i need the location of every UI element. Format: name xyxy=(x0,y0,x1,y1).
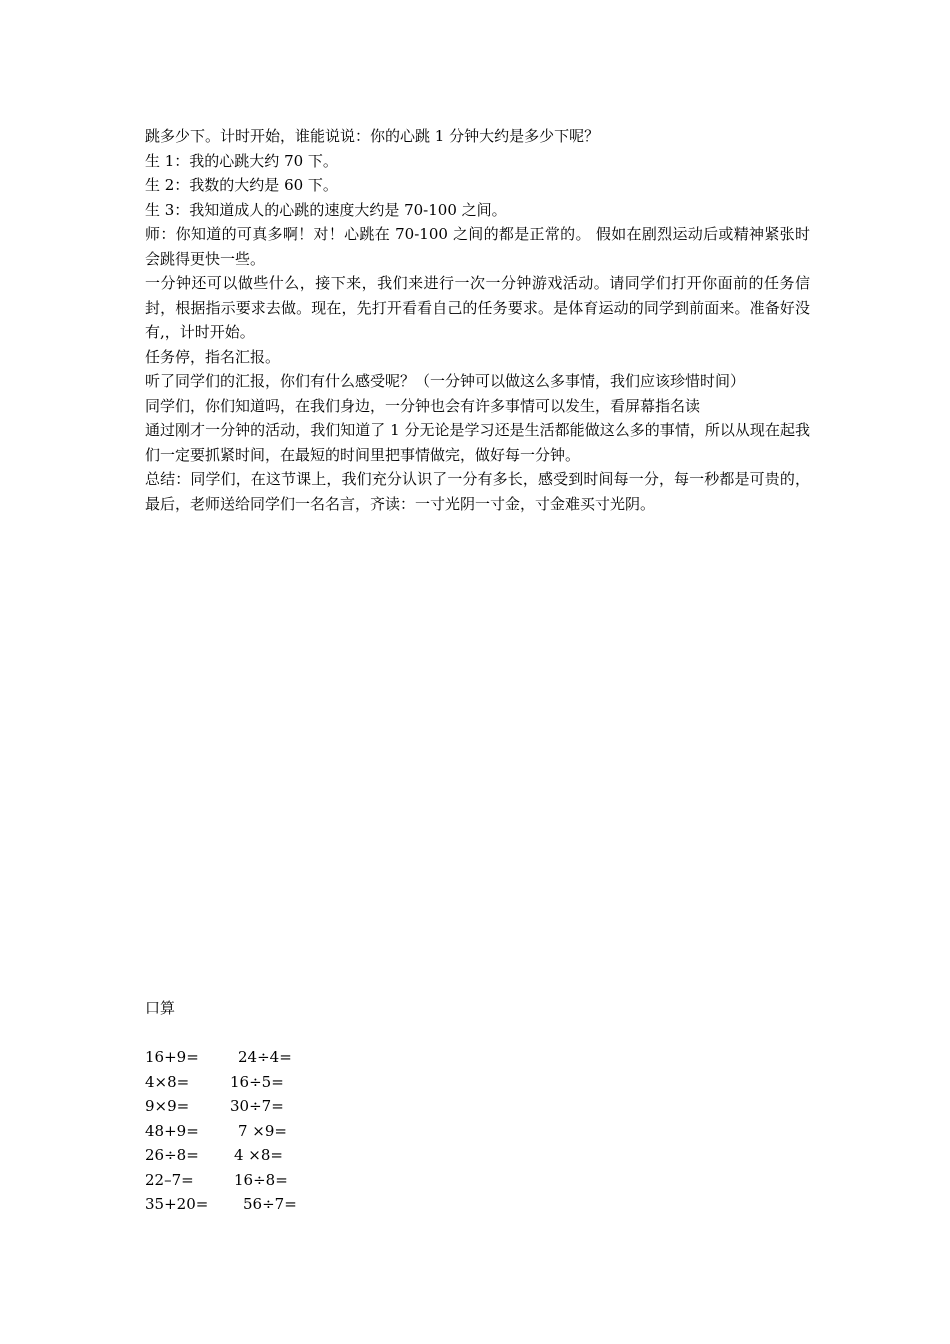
calc-left: 35+20= xyxy=(145,1195,209,1213)
calc-right: 4 ×8= xyxy=(234,1146,283,1164)
paragraph: 生 1：我的心跳大约 70 下。 xyxy=(145,151,338,170)
paragraph: 师：你知道的可真多啊！对！心跳在 70-100 之间的都是正常的。 假如在剧烈运动后或精神紧张时会跳得更快一些。 xyxy=(145,225,810,268)
paragraph: 同学们，你们知道吗，在我们身边，一分钟也会有许多事情可以发生，看屏幕指名读 xyxy=(145,396,701,415)
calc-left: 26÷8= xyxy=(145,1146,199,1164)
paragraph: 通过刚才一分钟的活动，我们知道了 1 分无论是学习还是生活都能做这么多的事情，所以从现在起我们一定要抓紧时间，在最短的时间里把事情做完，做好每一分钟。 xyxy=(145,421,810,464)
paragraph: 听了同学们的汇报，你们有什么感受呢？（一分钟可以做这么多事情，我们应该珍惜时间） xyxy=(145,372,746,390)
calc-row xyxy=(145,1168,288,1193)
calc-row xyxy=(145,1143,283,1168)
calc-left: 22–7= xyxy=(145,1170,194,1189)
calc-left: 48+9= xyxy=(145,1121,199,1140)
oral-arithmetic-list xyxy=(145,1045,297,1217)
paragraph: 总结：同学们，在这节课上，我们充分认识了一分有多长，感受到时间每一分，每一秒都是可贵的，最后，老师送给同学们一名名言，齐读：一寸光阴一寸金，寸金难买寸光阴。 xyxy=(145,470,810,513)
oral-arithmetic-heading: 口算 xyxy=(145,999,176,1017)
calc-right: 16÷5= xyxy=(230,1072,284,1091)
calc-left: 4×8= xyxy=(145,1072,190,1091)
paragraph: 跳多少下。计时开始，谁能说说：你的心跳 1 分钟大约是多少下呢？ xyxy=(145,127,600,145)
lesson-text xyxy=(145,124,810,516)
calc-right: 56÷7= xyxy=(243,1195,297,1213)
paragraph: 生 2：我数的大约是 60 下。 xyxy=(145,176,338,194)
paragraph: 任务停，指名汇报。 xyxy=(145,347,281,366)
calc-row xyxy=(145,1094,284,1119)
calc-left: 16+9= xyxy=(145,1048,199,1066)
calc-row xyxy=(145,1192,297,1217)
calc-right: 7 ×9= xyxy=(238,1121,287,1140)
calc-left: 9×9= xyxy=(145,1097,190,1115)
calc-row xyxy=(145,1045,292,1070)
paragraph: 一分钟还可以做些什么，接下来，我们来进行一次一分钟游戏活动。请同学们打开你面前的任务信封，根据指示要求去做。现在，先打开看看自己的任务要求。是体育运动的同学到前面来。准备好没有,，计时开始。 xyxy=(145,274,810,341)
calc-row xyxy=(145,1119,287,1144)
calc-row xyxy=(145,1070,284,1095)
paragraph: 生 3：我知道成人的心跳的速度大约是 70-100 之间。 xyxy=(145,200,507,219)
calc-right: 30÷7= xyxy=(230,1097,284,1115)
calc-right: 16÷8= xyxy=(234,1170,288,1189)
calc-right: 24÷4= xyxy=(238,1048,292,1066)
